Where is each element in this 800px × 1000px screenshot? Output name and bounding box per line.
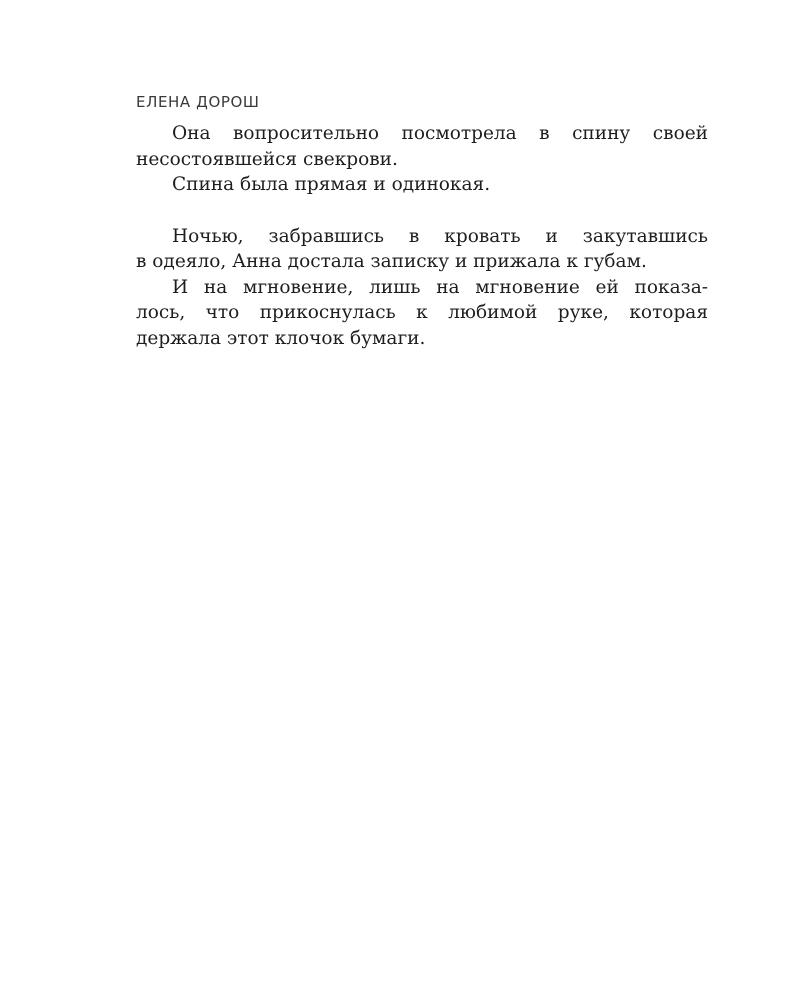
text-line: держала этот клочок бумаги. — [136, 327, 426, 349]
book-page — [136, 92, 708, 351]
body-text — [136, 121, 708, 351]
paragraph — [136, 275, 708, 352]
text-line: Она вопросительно посмотрела в спину своей — [172, 123, 708, 144]
paragraph-gap — [136, 198, 708, 224]
paragraph — [136, 224, 708, 275]
paragraph — [136, 121, 708, 172]
text-line: лось, что прикоснулась к любимой руке, которая — [136, 302, 708, 323]
paragraph — [136, 172, 708, 198]
text-line: в одеяло, Анна достала записку и прижала к губам. — [136, 251, 647, 272]
running-head-author: ЕЛЕНА ДОРОШ — [136, 93, 260, 111]
text-line: Ночью, забравшись в кровать и закутавшись — [172, 225, 708, 247]
text-line: И на мгновение, лишь на мгновение ей показа- — [172, 276, 708, 298]
text-line: Спина была прямая и одинокая. — [172, 174, 491, 195]
text-line: несостоявшейся свекрови. — [136, 148, 398, 170]
